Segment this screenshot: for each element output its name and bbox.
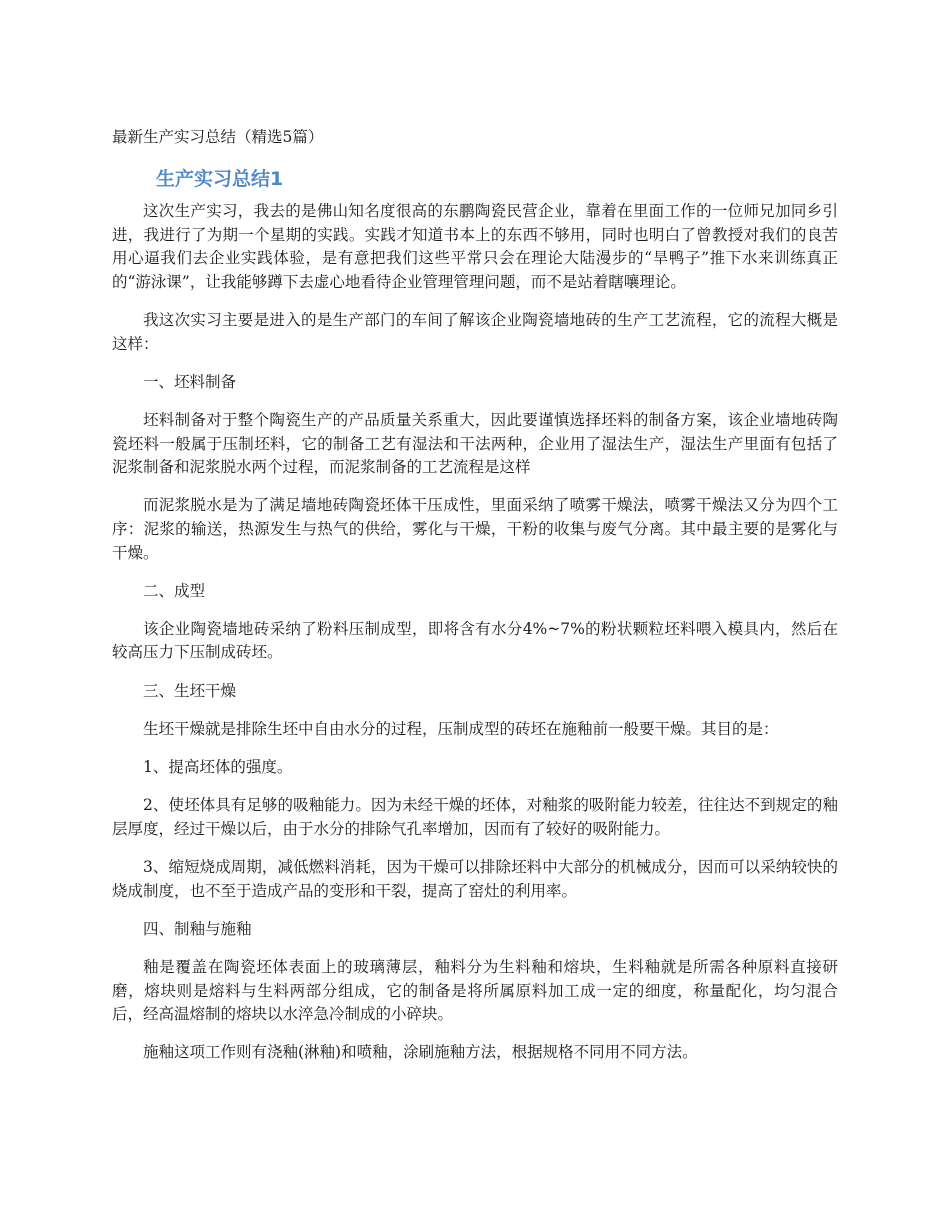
list-item-2: 2、使坯体具有足够的吸釉能力。因为未经干燥的坯体，对釉浆的吸附能力较差，往往达不到规定的釉层厚度，经过干燥以后，由于水分的排除气孔率增加，因而有了较好的吸附能力。 (112, 796, 838, 838)
document-title: 最新生产实习总结（精选5篇） (112, 128, 324, 146)
paragraph-slurry-dewatering: 而泥浆脱水是为了满足墙地砖陶瓷坯体干压成性，里面采纳了喷雾干燥法，喷雾干燥法又分为四个工序：泥浆的输送，热源发生与热气的供给，雾化与干燥，干粉的收集与废气分离。其中最主要的是雾化与干燥。 (112, 496, 838, 562)
paragraph-glazing-methods: 施釉这项工作则有浇釉(淋釉)和喷釉，涂刷施釉方法，根据规格不同用不同方法。 (143, 1043, 698, 1062)
subheading-green-drying: 三、生坯干燥 (143, 681, 237, 700)
subheading-blank-preparation: 一、坯料制备 (143, 372, 237, 391)
paragraph-blank-preparation: 坯料制备对于整个陶瓷生产的产品质量关系重大，因此要谨慎选择坯料的制备方案，该企业墙地砖陶瓷坯料一般属于压制坯料，它的制备工艺有湿法和干法两种，企业用了湿法生产，湿法生产里面有包括了泥浆制备和泥浆脱水两个过程，而泥浆制备的工艺流程是这样 (112, 410, 838, 477)
subheading-glaze: 四、制釉与施釉 (143, 919, 252, 938)
subheading-forming: 二、成型 (143, 581, 206, 600)
paragraph-intro: 这次生产实习，我去的是佛山知名度很高的东鹏陶瓷民营企业，靠着在里面工作的一位师兄加同乡引进，我进行了为期一个星期的实践。实践才知道书本上的东西不够用，同时也明白了曾教授对我们的良苦用心逼我们去企业实践体验，是有意把我们这些平常只会在理论大陆漫步的“旱鸭子”推下水来训练真正的“游泳课”，让我能够蹲下去虚心地看待企业管理管理问题，而不是站着瞎嚷理论。 (112, 202, 838, 291)
paragraph-green-drying: 生坯干燥就是排除生坯中自由水分的过程，压制成型的砖坯在施釉前一般要干燥。其目的是： (143, 719, 779, 738)
paragraph-glaze: 釉是覆盖在陶瓷坯体表面上的玻璃薄层，釉料分为生料釉和熔块，生料釉就是所需各种原料直接研磨，熔块则是熔料与生料两部分组成，它的制备是将所属原料加工成一定的细度，称量配化，均匀混合后，经高温熔制的熔块以水淬急冷制成的小碎块。 (112, 957, 838, 1024)
list-item-1: 1、提高坯体的强度。 (143, 758, 293, 777)
section-heading: 生产实习总结1 (156, 168, 284, 190)
paragraph-process-overview: 我这次实习主要是进入的是生产部门的车间了解该企业陶瓷墙地砖的生产工艺流程，它的流程大概是这样： (112, 310, 838, 353)
paragraph-forming: 该企业陶瓷墙地砖采纳了粉料压制成型，即将含有水分4%~7%的粉状颗粒坯料喂入模具内，然后在较高压力下压制成砖坯。 (112, 619, 838, 662)
document-body (112, 200, 838, 1080)
list-item-3: 3、缩短烧成周期，减低燃料消耗，因为干燥可以排除坯料中大部分的机械成分，因而可以采纳较快的烧成制度，也不至于造成产品的变形和干裂，提高了窑灶的利用率。 (112, 858, 838, 900)
